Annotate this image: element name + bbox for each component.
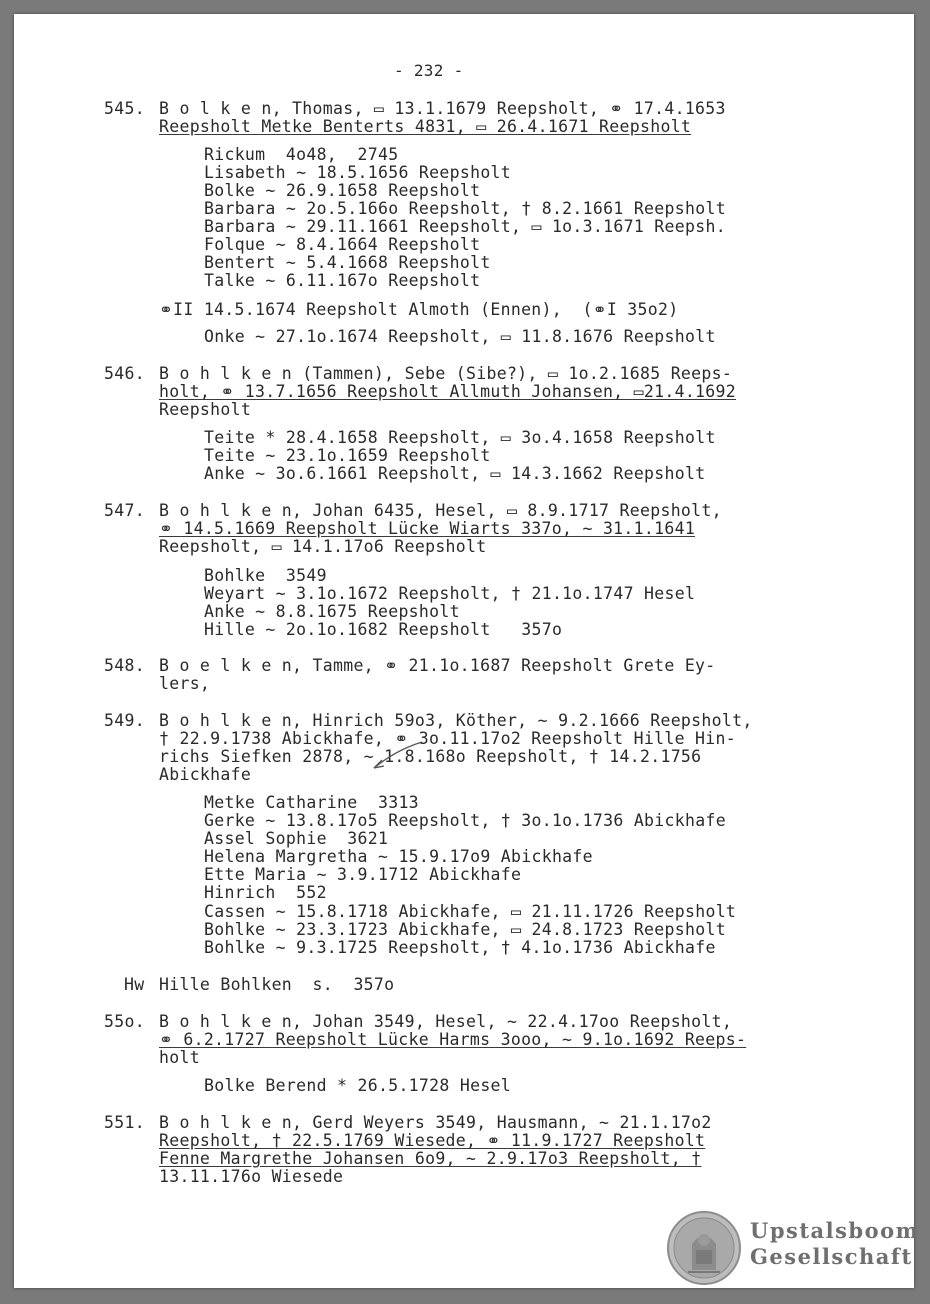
document-page — [14, 14, 920, 1288]
entry-text-line: Reepsholt, † 22.5.1769 Wiesede, ⚭ 11.9.1727 Reepsholt — [159, 1131, 706, 1150]
entry-number: 549. — [104, 711, 145, 730]
entry-text-line: ⚭ 6.2.1727 Reepsholt Lücke Harms 3ooo, ~ 9.1o.1692 Reeps- — [159, 1030, 747, 1049]
entry-text-line: ⚭II 14.5.1674 Reepsholt Almoth (Ennen), (⚭I 35o2) — [159, 300, 679, 319]
entry-text-line: Bentert ~ 5.4.1668 Reepsholt — [204, 253, 491, 272]
entry-text-line: Lisabeth ~ 18.5.1656 Reepsholt — [204, 163, 512, 182]
entry-text-line: Barbara ~ 2o.5.166o Reepsholt, † 8.2.1661 Reepsholt — [204, 199, 726, 218]
entry-number: 55o. — [104, 1012, 145, 1031]
entry-text-line: Bohlke 3549 — [204, 566, 327, 585]
entry-text-line: ⚭ 14.5.1669 Reepsholt Lücke Wiarts 337o, ~ 31.1.1641 — [159, 519, 696, 538]
entry-text-line: Cassen ~ 15.8.1718 Abickhafe, ▭ 21.11.1726 Reepsholt — [204, 902, 737, 921]
entry-text-line: Barbara ~ 29.11.1661 Reepsholt, ▭ 1o.3.1671 Reepsh. — [204, 217, 726, 236]
entry-heading-line: B o h l k e n, Hinrich 59o3, Köther, ~ 9.2.1666 Reepsholt, — [159, 711, 753, 730]
society-logo-text — [750, 1218, 919, 1270]
entry-text-line: richs Siefken 2878, ~ 1.8.168o Reepsholt, † 14.2.1756 — [159, 747, 702, 766]
entry-text-line: Fenne Margrethe Johansen 6o9, ~ 2.9.17o3 Reepsholt, † — [159, 1149, 702, 1168]
entry-text-line: 13.11.176o Wiesede — [159, 1167, 344, 1186]
entry-text-line: Anke ~ 3o.6.1661 Reepsholt, ▭ 14.3.1662 Reepsholt — [204, 464, 706, 483]
entry-heading-line: B o h l k e n, Gerd Weyers 3549, Hausmann, ~ 21.1.17o2 — [159, 1113, 712, 1132]
entry-text-line: Metke Catharine 3313 — [204, 793, 419, 812]
entry-text-line: Reepsholt, ▭ 14.1.17o6 Reepsholt — [159, 537, 487, 556]
entry-heading-line: Hille Bohlken s. 357o — [159, 975, 395, 994]
entry-text-line: Bolke Berend * 26.5.1728 Hesel — [204, 1076, 512, 1095]
entry-text-line: Abickhafe — [159, 765, 252, 784]
entry-heading-line: B o h l k e n (Tammen), Sebe (Sibe?), ▭ 1o.2.1685 Reeps- — [159, 364, 733, 383]
entry-number: Hw — [124, 975, 145, 994]
entry-text-line: holt, ⚭ 13.7.1656 Reepsholt Allmuth Johansen, ▭21.4.1692 — [159, 382, 736, 401]
entry-text-line: Bohlke ~ 9.3.1725 Reepsholt, † 4.1o.1736 Abickhafe — [204, 938, 716, 957]
entry-text-line: Anke ~ 8.8.1675 Reepsholt — [204, 602, 460, 621]
entry-text-line: Bohlke ~ 23.3.1723 Abickhafe, ▭ 24.8.1723 Reepsholt — [204, 920, 726, 939]
entry-text-line: Helena Margretha ~ 15.9.17o9 Abickhafe — [204, 847, 593, 866]
handwritten-arrow-mark — [366, 738, 426, 778]
entry-text-line: Folque ~ 8.4.1664 Reepsholt — [204, 235, 481, 254]
entry-text-line: Talke ~ 6.11.167o Reepsholt — [204, 271, 481, 290]
entry-heading-line: B o e l k e n, Tamme, ⚭ 21.1o.1687 Reepsholt Grete Ey- — [159, 656, 716, 675]
entry-text-line: † 22.9.1738 Abickhafe, ⚭ 3o.11.17o2 Reepsholt Hille Hin- — [159, 729, 736, 748]
entry-text-line: Onke ~ 27.1o.1674 Reepsholt, ▭ 11.8.1676 Reepsholt — [204, 327, 716, 346]
entry-text-line: Teite ~ 23.1o.1659 Reepsholt — [204, 446, 491, 465]
page-number: - 232 - — [394, 61, 464, 80]
entry-text-line: Hinrich 552 — [204, 883, 327, 902]
entry-text-line: Rickum 4o48, 2745 — [204, 145, 399, 164]
entry-number: 548. — [104, 656, 145, 675]
entry-text-line: Hille ~ 2o.1o.1682 Reepsholt 357o — [204, 620, 563, 639]
entry-text-line: Ette Maria ~ 3.9.1712 Abickhafe — [204, 865, 522, 884]
entry-number: 546. — [104, 364, 145, 383]
entry-text-line: lers, — [159, 674, 211, 693]
entry-text-line: Weyart ~ 3.1o.1672 Reepsholt, † 21.1o.1747 Hesel — [204, 584, 696, 603]
entry-heading-line: B o h l k e n, Johan 3549, Hesel, ~ 22.4.17oo Reepsholt, — [159, 1012, 733, 1031]
entry-number: 547. — [104, 501, 145, 520]
entry-heading-line: B o l k e n, Thomas, ▭ 13.1.1679 Reepsholt, ⚭ 17.4.1653 — [159, 99, 726, 118]
entry-text-line: Bolke ~ 26.9.1658 Reepsholt — [204, 181, 481, 200]
seal-logo-icon — [666, 1210, 742, 1286]
entry-number: 545. — [104, 99, 145, 118]
entry-text-line: holt — [159, 1048, 200, 1067]
entry-text-line: Assel Sophie 3621 — [204, 829, 389, 848]
entry-text-line: Reepsholt — [159, 400, 252, 419]
entry-number: 551. — [104, 1113, 145, 1132]
entry-heading-line: B o h l k e n, Johan 6435, Hesel, ▭ 8.9.1717 Reepsholt, — [159, 501, 722, 520]
entry-text-line: Reepsholt Metke Benterts 4831, ▭ 26.4.1671 Reepsholt — [159, 117, 692, 136]
entry-text-line: Teite * 28.4.1658 Reepsholt, ▭ 3o.4.1658 Reepsholt — [204, 428, 716, 447]
logo-line-2: Gesellschaft — [750, 1244, 913, 1269]
logo-line-1: Upstalsboom — [750, 1218, 920, 1243]
entry-text-line: Gerke ~ 13.8.17o5 Reepsholt, † 3o.1o.1736 Abickhafe — [204, 811, 726, 830]
